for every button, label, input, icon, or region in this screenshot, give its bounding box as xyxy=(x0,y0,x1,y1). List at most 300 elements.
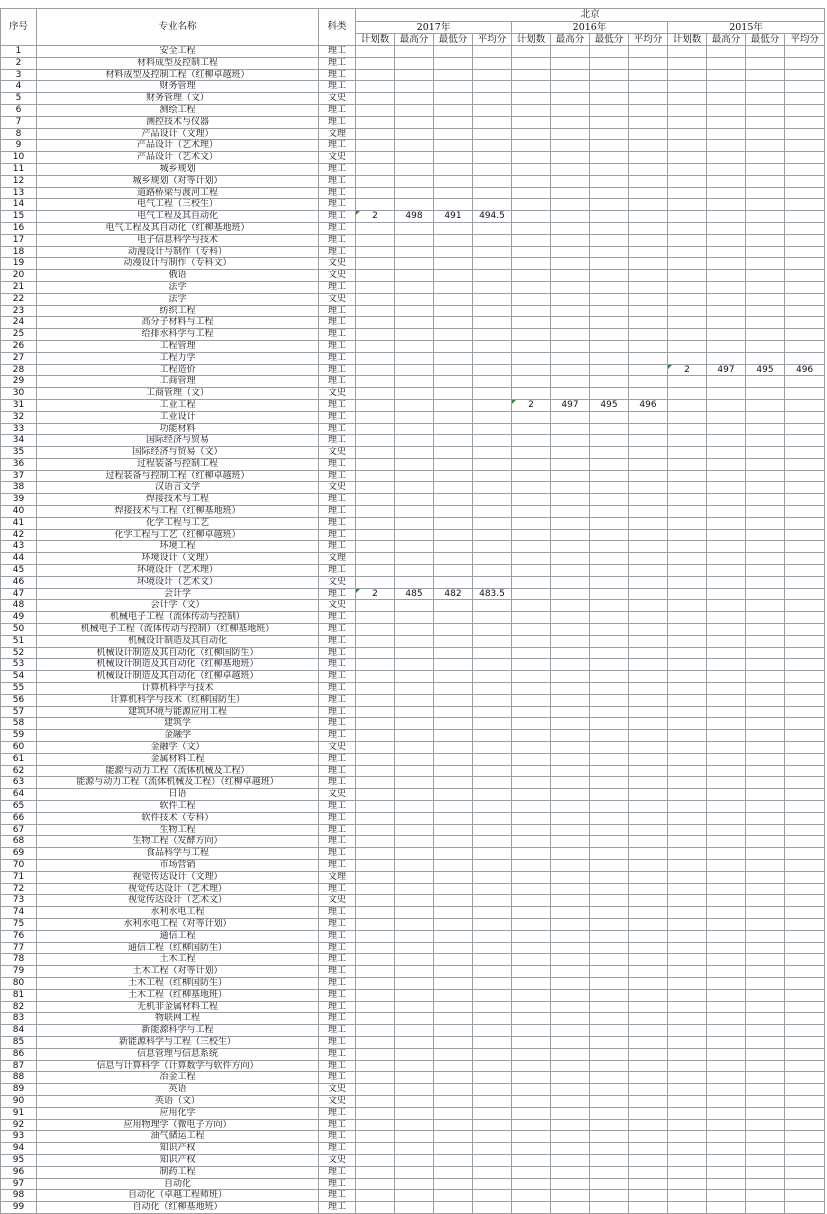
score-cell-2016-3 xyxy=(629,364,668,376)
score-cell-2015-1 xyxy=(707,46,746,58)
score-cell-2015-0 xyxy=(668,730,707,742)
score-cell-2016-0 xyxy=(512,506,551,518)
table-row xyxy=(1,258,825,270)
score-cell-2016-3 xyxy=(629,199,668,211)
major-name: 应用化学 xyxy=(37,1107,319,1119)
score-cell-2016-1 xyxy=(551,553,590,565)
score-cell-2015-3 xyxy=(785,942,825,954)
score-cell-2015-0 xyxy=(668,482,707,494)
score-cell-2017-0 xyxy=(356,848,395,860)
score-cell-2015-1 xyxy=(707,388,746,400)
category-cell: 理工 xyxy=(319,942,356,954)
score-cell-2017-0 xyxy=(356,329,395,341)
score-cell-2017-3 xyxy=(473,777,512,789)
score-cell-2017-2 xyxy=(434,859,473,871)
table-row xyxy=(1,152,825,164)
category-cell: 理工 xyxy=(319,1166,356,1178)
score-cell-2016-3 xyxy=(629,435,668,447)
score-cell-2016-0 xyxy=(512,1025,551,1037)
score-cell-2017-2 xyxy=(434,1202,473,1214)
table-row xyxy=(1,1036,825,1048)
score-cell-2016-2 xyxy=(590,211,629,223)
score-cell-2017-1 xyxy=(395,718,434,730)
score-cell-2017-3 xyxy=(473,187,512,199)
row-index: 91 xyxy=(1,1107,37,1119)
score-cell-2017-3: 483.5 xyxy=(473,588,512,600)
row-index: 49 xyxy=(1,612,37,624)
row-index: 75 xyxy=(1,918,37,930)
score-cell-2015-2 xyxy=(746,163,785,175)
score-cell-2017-0 xyxy=(356,836,395,848)
score-cell-2015-0 xyxy=(668,340,707,352)
score-cell-2017-1 xyxy=(395,742,434,754)
score-cell-2016-3 xyxy=(629,152,668,164)
score-cell-2017-1 xyxy=(395,1072,434,1084)
score-cell-2015-1 xyxy=(707,1107,746,1119)
score-cell-2017-0 xyxy=(356,576,395,588)
score-cell-2015-2 xyxy=(746,942,785,954)
score-cell-2017-0 xyxy=(356,470,395,482)
score-cell-2016-3 xyxy=(629,930,668,942)
score-cell-2015-0 xyxy=(668,270,707,282)
score-cell-2017-2 xyxy=(434,423,473,435)
table-row xyxy=(1,942,825,954)
category-cell: 理工 xyxy=(319,541,356,553)
score-cell-2017-3 xyxy=(473,447,512,459)
stat-header-2016-1: 最高分 xyxy=(551,34,590,46)
score-cell-2016-3 xyxy=(629,1013,668,1025)
score-cell-2017-3 xyxy=(473,1013,512,1025)
score-cell-2016-0 xyxy=(512,977,551,989)
score-cell-2015-0 xyxy=(668,871,707,883)
score-cell-2016-3 xyxy=(629,69,668,81)
score-cell-2016-0: 2 xyxy=(512,399,551,411)
score-cell-2015-1 xyxy=(707,694,746,706)
row-index: 57 xyxy=(1,706,37,718)
score-cell-2016-2 xyxy=(590,447,629,459)
score-cell-2015-0 xyxy=(668,222,707,234)
score-cell-2016-2 xyxy=(590,152,629,164)
score-cell-2016-3 xyxy=(629,1036,668,1048)
row-index: 70 xyxy=(1,859,37,871)
score-cell-2015-0 xyxy=(668,352,707,364)
row-index: 88 xyxy=(1,1072,37,1084)
score-cell-2015-2 xyxy=(746,1084,785,1096)
score-cell-2016-0 xyxy=(512,470,551,482)
score-cell-2016-3 xyxy=(629,812,668,824)
score-cell-2017-1 xyxy=(395,671,434,683)
score-cell-2017-3 xyxy=(473,659,512,671)
score-cell-2015-3 xyxy=(785,683,825,695)
score-cell-2017-2 xyxy=(434,954,473,966)
row-index: 73 xyxy=(1,895,37,907)
row-index: 11 xyxy=(1,163,37,175)
row-index: 71 xyxy=(1,871,37,883)
score-cell-2016-0 xyxy=(512,1036,551,1048)
category-cell: 理工 xyxy=(319,730,356,742)
row-index: 28 xyxy=(1,364,37,376)
score-cell-2015-1 xyxy=(707,281,746,293)
score-cell-2016-2 xyxy=(590,1119,629,1131)
score-cell-2015-0 xyxy=(668,718,707,730)
score-cell-2015-1 xyxy=(707,1143,746,1155)
score-cell-2015-2 xyxy=(746,930,785,942)
score-cell-2015-3 xyxy=(785,718,825,730)
row-index: 62 xyxy=(1,765,37,777)
score-cell-2016-3 xyxy=(629,376,668,388)
score-cell-2015-1 xyxy=(707,1072,746,1084)
category-cell: 理工 xyxy=(319,376,356,388)
row-index: 66 xyxy=(1,812,37,824)
score-cell-2015-3 xyxy=(785,458,825,470)
major-name: 机械设计制造及其自动化（红柳卓越班） xyxy=(37,671,319,683)
score-cell-2017-1 xyxy=(395,46,434,58)
score-cell-2015-2 xyxy=(746,706,785,718)
score-cell-2017-0 xyxy=(356,789,395,801)
score-cell-2016-1 xyxy=(551,753,590,765)
score-cell-2016-2 xyxy=(590,1202,629,1214)
score-cell-2015-3 xyxy=(785,1072,825,1084)
table-row xyxy=(1,742,825,754)
score-cell-2017-0 xyxy=(356,340,395,352)
score-cell-2017-0 xyxy=(356,399,395,411)
score-cell-2015-0 xyxy=(668,694,707,706)
stat-header-2017-2: 最低分 xyxy=(434,34,473,46)
score-cell-2017-0 xyxy=(356,270,395,282)
category-cell: 理工 xyxy=(319,104,356,116)
score-cell-2017-1 xyxy=(395,482,434,494)
score-cell-2017-1: 498 xyxy=(395,211,434,223)
score-cell-2017-1 xyxy=(395,753,434,765)
score-cell-2016-0 xyxy=(512,683,551,695)
score-cell-2017-0 xyxy=(356,1048,395,1060)
score-cell-2015-1 xyxy=(707,1202,746,1214)
score-cell-2015-3 xyxy=(785,1131,825,1143)
score-cell-2017-3 xyxy=(473,81,512,93)
major-name: 自动化 xyxy=(37,1178,319,1190)
category-cell: 理工 xyxy=(319,659,356,671)
score-cell-2015-2 xyxy=(746,305,785,317)
score-cell-2017-3 xyxy=(473,907,512,919)
score-cell-2017-0 xyxy=(356,895,395,907)
score-cell-2016-0 xyxy=(512,553,551,565)
score-cell-2015-3 xyxy=(785,211,825,223)
score-cell-2016-3 xyxy=(629,977,668,989)
table-row xyxy=(1,1131,825,1143)
score-cell-2016-2 xyxy=(590,57,629,69)
major-name: 土木工程（红柳基地班） xyxy=(37,989,319,1001)
score-cell-2017-3 xyxy=(473,281,512,293)
row-index: 34 xyxy=(1,435,37,447)
score-cell-2017-0 xyxy=(356,659,395,671)
score-cell-2015-2 xyxy=(746,411,785,423)
score-cell-2017-2 xyxy=(434,246,473,258)
score-cell-2017-0 xyxy=(356,435,395,447)
score-cell-2015-0 xyxy=(668,576,707,588)
score-cell-2015-0 xyxy=(668,588,707,600)
score-cell-2015-1 xyxy=(707,506,746,518)
major-name: 汉语言文学 xyxy=(37,482,319,494)
score-cell-2017-0 xyxy=(356,777,395,789)
score-cell-2015-2 xyxy=(746,683,785,695)
category-cell: 理工 xyxy=(319,305,356,317)
major-name: 安全工程 xyxy=(37,46,319,58)
score-cell-2016-1 xyxy=(551,930,590,942)
score-cell-2017-2 xyxy=(434,742,473,754)
score-cell-2017-0 xyxy=(356,742,395,754)
score-cell-2015-2 xyxy=(746,671,785,683)
score-cell-2015-3 xyxy=(785,281,825,293)
major-name: 英语 xyxy=(37,1084,319,1096)
score-cell-2017-0 xyxy=(356,942,395,954)
score-cell-2016-2 xyxy=(590,1154,629,1166)
table-row xyxy=(1,1048,825,1060)
score-cell-2016-2 xyxy=(590,163,629,175)
score-cell-2015-3 xyxy=(785,742,825,754)
score-cell-2015-1: 497 xyxy=(707,364,746,376)
score-cell-2015-1 xyxy=(707,317,746,329)
score-cell-2015-1 xyxy=(707,576,746,588)
score-cell-2015-3 xyxy=(785,1095,825,1107)
category-cell: 理工 xyxy=(319,69,356,81)
score-cell-2017-1 xyxy=(395,659,434,671)
score-cell-2015-3 xyxy=(785,222,825,234)
score-cell-2017-0 xyxy=(356,1166,395,1178)
category-cell: 理工 xyxy=(319,801,356,813)
score-cell-2015-0 xyxy=(668,801,707,813)
score-cell-2015-3 xyxy=(785,1107,825,1119)
row-index: 12 xyxy=(1,175,37,187)
row-index: 47 xyxy=(1,588,37,600)
category-cell: 理工 xyxy=(319,494,356,506)
table-row xyxy=(1,352,825,364)
score-cell-2017-2 xyxy=(434,317,473,329)
score-cell-2016-1 xyxy=(551,1178,590,1190)
score-cell-2015-0 xyxy=(668,46,707,58)
major-name: 化学工程与工艺 xyxy=(37,517,319,529)
score-cell-2016-3 xyxy=(629,1202,668,1214)
score-cell-2015-2 xyxy=(746,1190,785,1202)
score-cell-2017-3 xyxy=(473,529,512,541)
score-cell-2017-3 xyxy=(473,600,512,612)
score-cell-2015-1 xyxy=(707,541,746,553)
category-cell: 文史 xyxy=(319,895,356,907)
table-row xyxy=(1,1084,825,1096)
major-name: 土木工程 xyxy=(37,954,319,966)
table-row xyxy=(1,1107,825,1119)
category-cell: 理工 xyxy=(319,1060,356,1072)
score-cell-2016-0 xyxy=(512,1178,551,1190)
score-cell-2015-0 xyxy=(668,1048,707,1060)
table-row xyxy=(1,175,825,187)
major-name: 动漫设计与制作（专科） xyxy=(37,246,319,258)
category-cell: 理工 xyxy=(319,411,356,423)
score-cell-2015-1 xyxy=(707,411,746,423)
score-cell-2015-3 xyxy=(785,57,825,69)
score-cell-2017-3 xyxy=(473,57,512,69)
score-cell-2015-3 xyxy=(785,376,825,388)
major-name: 知识产权 xyxy=(37,1143,319,1155)
major-name: 食品科学与工程 xyxy=(37,848,319,860)
category-cell: 理工 xyxy=(319,883,356,895)
table-row xyxy=(1,907,825,919)
score-cell-2015-3 xyxy=(785,352,825,364)
category-cell: 理工 xyxy=(319,624,356,636)
score-cell-2016-1 xyxy=(551,1190,590,1202)
score-cell-2017-2 xyxy=(434,565,473,577)
score-cell-2017-1 xyxy=(395,270,434,282)
score-cell-2017-3 xyxy=(473,1107,512,1119)
score-cell-2015-3 xyxy=(785,482,825,494)
table-row xyxy=(1,234,825,246)
score-cell-2017-2 xyxy=(434,647,473,659)
category-cell: 理工 xyxy=(319,317,356,329)
score-cell-2016-1 xyxy=(551,211,590,223)
score-cell-2016-2 xyxy=(590,435,629,447)
score-cell-2015-1 xyxy=(707,824,746,836)
major-name: 产品设计（文理） xyxy=(37,128,319,140)
score-cell-2017-1 xyxy=(395,234,434,246)
score-cell-2016-0 xyxy=(512,152,551,164)
score-cell-2017-1 xyxy=(395,1202,434,1214)
category-cell: 理工 xyxy=(319,199,356,211)
score-cell-2015-2 xyxy=(746,824,785,836)
major-name: 环境设计（文理） xyxy=(37,553,319,565)
score-cell-2017-2 xyxy=(434,46,473,58)
score-cell-2016-0 xyxy=(512,907,551,919)
major-name: 新能源科学与工程 xyxy=(37,1025,319,1037)
score-cell-2015-3 xyxy=(785,789,825,801)
score-cell-2015-0 xyxy=(668,317,707,329)
table-row xyxy=(1,1001,825,1013)
score-cell-2015-0 xyxy=(668,966,707,978)
score-cell-2015-2 xyxy=(746,281,785,293)
row-index: 15 xyxy=(1,211,37,223)
score-cell-2015-2 xyxy=(746,624,785,636)
score-cell-2017-3 xyxy=(473,270,512,282)
score-cell-2016-1 xyxy=(551,281,590,293)
score-cell-2016-1 xyxy=(551,376,590,388)
score-cell-2017-0 xyxy=(356,954,395,966)
score-cell-2016-0 xyxy=(512,329,551,341)
score-cell-2015-1 xyxy=(707,1095,746,1107)
score-cell-2015-3 xyxy=(785,671,825,683)
score-cell-2017-3 xyxy=(473,246,512,258)
major-name: 工商管理 xyxy=(37,376,319,388)
major-name: 过程装备与控制工程（红柳卓越班） xyxy=(37,470,319,482)
score-cell-2017-2 xyxy=(434,447,473,459)
score-cell-2016-0 xyxy=(512,435,551,447)
score-cell-2017-3 xyxy=(473,376,512,388)
row-index: 41 xyxy=(1,517,37,529)
score-cell-2017-0 xyxy=(356,447,395,459)
major-name: 材料成型及控制工程 xyxy=(37,57,319,69)
score-cell-2015-1 xyxy=(707,718,746,730)
score-cell-2015-0 xyxy=(668,612,707,624)
score-cell-2015-1 xyxy=(707,635,746,647)
row-index: 16 xyxy=(1,222,37,234)
score-cell-2016-2 xyxy=(590,977,629,989)
score-cell-2016-2 xyxy=(590,1190,629,1202)
score-cell-2017-1 xyxy=(395,942,434,954)
score-cell-2015-3 xyxy=(785,801,825,813)
score-cell-2016-3 xyxy=(629,1107,668,1119)
score-cell-2016-2 xyxy=(590,671,629,683)
score-cell-2016-2 xyxy=(590,1178,629,1190)
score-cell-2015-2 xyxy=(746,1119,785,1131)
score-cell-2017-0 xyxy=(356,175,395,187)
score-cell-2016-3 xyxy=(629,281,668,293)
index-column-header: 序号 xyxy=(1,9,37,46)
score-cell-2017-3 xyxy=(473,458,512,470)
major-name: 知识产权 xyxy=(37,1154,319,1166)
score-cell-2015-3 xyxy=(785,895,825,907)
score-cell-2017-0 xyxy=(356,46,395,58)
major-name: 无机非金属材料工程 xyxy=(37,1001,319,1013)
table-row xyxy=(1,576,825,588)
score-cell-2015-0 xyxy=(668,470,707,482)
score-cell-2016-2 xyxy=(590,1013,629,1025)
score-cell-2015-3 xyxy=(785,329,825,341)
score-cell-2015-0 xyxy=(668,742,707,754)
stat-header-2017-0: 计划数 xyxy=(356,34,395,46)
score-cell-2015-3 xyxy=(785,447,825,459)
score-cell-2015-3 xyxy=(785,777,825,789)
score-cell-2017-2 xyxy=(434,612,473,624)
score-cell-2016-2 xyxy=(590,234,629,246)
score-cell-2016-0 xyxy=(512,836,551,848)
major-name: 金属材料工程 xyxy=(37,753,319,765)
score-cell-2015-2 xyxy=(746,376,785,388)
score-cell-2015-1 xyxy=(707,966,746,978)
score-cell-2017-1 xyxy=(395,199,434,211)
score-cell-2016-2 xyxy=(590,222,629,234)
score-cell-2016-1 xyxy=(551,175,590,187)
score-cell-2017-2 xyxy=(434,824,473,836)
score-cell-2017-3 xyxy=(473,1025,512,1037)
score-cell-2015-2 xyxy=(746,730,785,742)
score-cell-2016-2 xyxy=(590,859,629,871)
score-cell-2017-0 xyxy=(356,1202,395,1214)
score-cell-2017-3 xyxy=(473,234,512,246)
score-cell-2015-3 xyxy=(785,966,825,978)
table-row xyxy=(1,281,825,293)
category-cell: 理工 xyxy=(319,234,356,246)
score-cell-2017-1 xyxy=(395,57,434,69)
score-cell-2015-3 xyxy=(785,635,825,647)
score-cell-2016-0 xyxy=(512,1013,551,1025)
score-cell-2017-1 xyxy=(395,1036,434,1048)
table-row xyxy=(1,989,825,1001)
score-cell-2016-1 xyxy=(551,506,590,518)
score-cell-2017-3 xyxy=(473,140,512,152)
score-cell-2016-0 xyxy=(512,966,551,978)
row-index: 79 xyxy=(1,966,37,978)
category-column-header: 科类 xyxy=(319,9,356,46)
score-cell-2016-0 xyxy=(512,895,551,907)
category-cell: 理工 xyxy=(319,635,356,647)
score-cell-2017-2 xyxy=(434,671,473,683)
category-cell: 文理 xyxy=(319,871,356,883)
score-cell-2016-0 xyxy=(512,576,551,588)
score-cell-2015-1 xyxy=(707,1084,746,1096)
score-cell-2016-1 xyxy=(551,588,590,600)
score-cell-2016-2 xyxy=(590,482,629,494)
category-cell: 文史 xyxy=(319,600,356,612)
category-cell: 理工 xyxy=(319,352,356,364)
score-cell-2015-1 xyxy=(707,1190,746,1202)
score-cell-2017-3 xyxy=(473,506,512,518)
